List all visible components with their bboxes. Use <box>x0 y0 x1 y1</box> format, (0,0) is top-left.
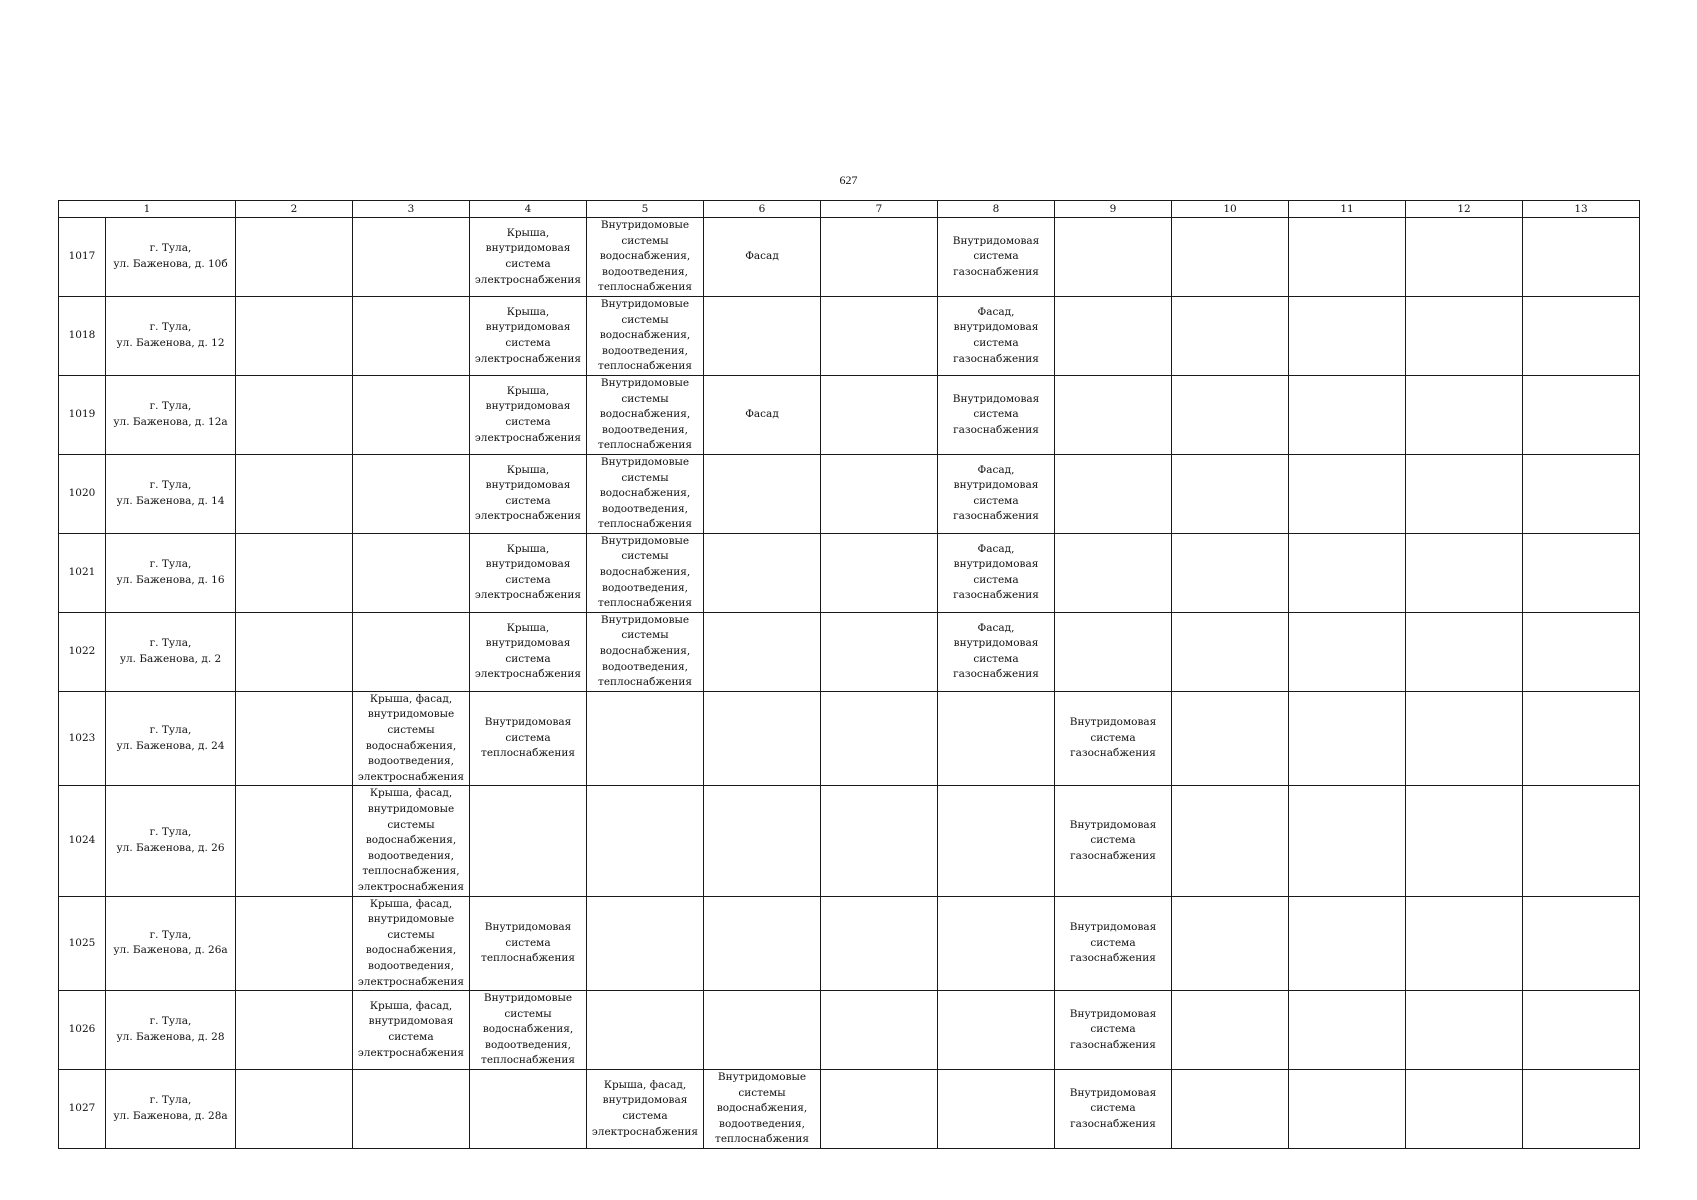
work-cell-12 <box>1406 991 1523 1070</box>
work-cell-4 <box>470 533 587 612</box>
work-cell-7 <box>821 375 938 454</box>
work-text: Крыша, фасад, внутридомовые системы водоснабжения, водоотведения, электроснабжения <box>357 897 465 988</box>
work-text: Крыша, внутридомовая система электроснабжения <box>474 384 582 444</box>
work-cell-2 <box>236 218 353 297</box>
work-cell-6 <box>704 612 821 691</box>
work-cell-10 <box>1172 375 1289 454</box>
table-row <box>59 896 1640 991</box>
work-text: Внутридомовая система теплоснабжения <box>481 920 575 965</box>
address-cell <box>106 786 236 896</box>
column-header: 12 <box>1406 201 1523 218</box>
work-cell-2 <box>236 1070 353 1149</box>
work-cell-6 <box>704 375 821 454</box>
work-cell-8 <box>938 612 1055 691</box>
work-cell-3 <box>353 296 470 375</box>
address-text: г. Тула, ул. Баженова, д. 12а <box>113 400 228 428</box>
work-cell-11 <box>1289 218 1406 297</box>
work-cell-3 <box>353 786 470 896</box>
work-cell-5 <box>587 612 704 691</box>
row-number-cell <box>59 786 106 896</box>
address-cell <box>106 375 236 454</box>
work-cell-4 <box>470 896 587 991</box>
address-cell <box>106 896 236 991</box>
work-cell-10 <box>1172 533 1289 612</box>
work-text: Фасад <box>745 408 779 421</box>
work-cell-5 <box>587 375 704 454</box>
work-cell-4 <box>470 786 587 896</box>
work-cell-13 <box>1523 296 1640 375</box>
address-text: г. Тула, ул. Баженова, д. 16 <box>116 558 225 586</box>
table-row <box>59 786 1640 896</box>
work-text: Внутридомовые системы водоснабжения, водоотведения, теплоснабжения <box>598 297 692 373</box>
row-number-cell <box>59 1070 106 1149</box>
work-cell-12 <box>1406 296 1523 375</box>
work-text: Фасад, внутридомовая система газоснабжения <box>953 463 1039 523</box>
work-cell-6 <box>704 454 821 533</box>
work-cell-2 <box>236 786 353 896</box>
work-cell-12 <box>1406 218 1523 297</box>
header-row <box>59 201 1640 218</box>
work-cell-4 <box>470 375 587 454</box>
work-cell-12 <box>1406 533 1523 612</box>
row-number-cell <box>59 296 106 375</box>
address-cell <box>106 1070 236 1149</box>
row-number-cell <box>59 375 106 454</box>
work-cell-12 <box>1406 612 1523 691</box>
work-text: Крыша, внутридомовая система электроснабжения <box>474 542 582 602</box>
work-cell-13 <box>1523 218 1640 297</box>
row-number-cell <box>59 612 106 691</box>
work-cell-5 <box>587 533 704 612</box>
row-number: 1017 <box>68 250 96 263</box>
work-cell-11 <box>1289 454 1406 533</box>
work-cell-9 <box>1055 1070 1172 1149</box>
work-text: Внутридомовые системы водоснабжения, водоотведения, теплоснабжения <box>598 219 692 294</box>
column-header: 8 <box>938 201 1055 218</box>
work-cell-4 <box>470 454 587 533</box>
column-header: 11 <box>1289 201 1406 218</box>
work-cell-3 <box>353 454 470 533</box>
work-cell-7 <box>821 218 938 297</box>
column-header: 5 <box>587 201 704 218</box>
work-cell-11 <box>1289 786 1406 896</box>
work-cell-3 <box>353 218 470 297</box>
work-text: Крыша, фасад, внутридомовая система электроснабжения <box>591 1078 699 1138</box>
address-cell <box>106 612 236 691</box>
work-text: Фасад, внутридомовая система газоснабжения <box>953 305 1039 365</box>
work-cell-9 <box>1055 786 1172 896</box>
work-text: Внутридомовая система газоснабжения <box>952 392 1040 436</box>
column-header: 1 <box>59 201 236 218</box>
row-number: 1024 <box>68 834 96 847</box>
work-cell-6 <box>704 1070 821 1149</box>
work-cell-9 <box>1055 296 1172 375</box>
work-cell-5 <box>587 691 704 786</box>
work-cell-3 <box>353 533 470 612</box>
table-row <box>59 991 1640 1070</box>
work-cell-7 <box>821 296 938 375</box>
work-cell-6 <box>704 691 821 786</box>
work-cell-12 <box>1406 896 1523 991</box>
column-header: 2 <box>236 201 353 218</box>
work-cell-7 <box>821 533 938 612</box>
row-number-cell <box>59 533 106 612</box>
work-cell-3 <box>353 612 470 691</box>
address-cell <box>106 691 236 786</box>
table-row <box>59 533 1640 612</box>
table-row <box>59 218 1640 297</box>
work-cell-5 <box>587 786 704 896</box>
work-cell-5 <box>587 454 704 533</box>
work-cell-7 <box>821 991 938 1070</box>
work-text: Внутридомовые системы водоснабжения, водоотведения, теплоснабжения <box>598 613 692 689</box>
work-cell-9 <box>1055 691 1172 786</box>
row-number: 1019 <box>68 408 96 421</box>
work-text: Фасад, внутридомовая система газоснабжения <box>953 621 1039 681</box>
work-cell-3 <box>353 691 470 786</box>
work-text: Крыша, внутридомовая система электроснабжения <box>474 226 582 286</box>
work-cell-4 <box>470 691 587 786</box>
table-row <box>59 691 1640 786</box>
work-cell-2 <box>236 454 353 533</box>
work-cell-8 <box>938 375 1055 454</box>
work-cell-10 <box>1172 454 1289 533</box>
work-cell-6 <box>704 218 821 297</box>
work-cell-10 <box>1172 218 1289 297</box>
work-cell-13 <box>1523 375 1640 454</box>
work-cell-10 <box>1172 1070 1289 1149</box>
work-text: Внутридомовая система газоснабжения <box>1069 818 1157 862</box>
work-text: Внутридомовая система газоснабжения <box>1069 1007 1157 1051</box>
work-cell-2 <box>236 991 353 1070</box>
work-cell-12 <box>1406 454 1523 533</box>
address-text: г. Тула, ул. Баженова, д. 26а <box>113 928 228 957</box>
row-number-cell <box>59 218 106 297</box>
work-cell-13 <box>1523 786 1640 896</box>
work-cell-7 <box>821 896 938 991</box>
work-text: Внутридомовые системы водоснабжения, водоотведения, теплоснабжения <box>598 376 692 452</box>
work-cell-8 <box>938 533 1055 612</box>
column-header: 9 <box>1055 201 1172 218</box>
row-number: 1026 <box>68 1023 96 1036</box>
row-number-cell <box>59 896 106 991</box>
column-header: 13 <box>1523 201 1640 218</box>
work-cell-5 <box>587 896 704 991</box>
work-cell-11 <box>1289 375 1406 454</box>
address-text: г. Тула, ул. Баженова, д. 28 <box>116 1015 225 1044</box>
work-text: Крыша, внутридомовая система электроснабжения <box>474 305 582 365</box>
work-cell-8 <box>938 218 1055 297</box>
work-cell-6 <box>704 533 821 612</box>
work-cell-4 <box>470 296 587 375</box>
row-number-cell <box>59 691 106 786</box>
address-cell <box>106 296 236 375</box>
work-cell-12 <box>1406 691 1523 786</box>
work-cell-3 <box>353 375 470 454</box>
work-cell-10 <box>1172 691 1289 786</box>
row-number: 1022 <box>68 645 96 658</box>
row-number: 1021 <box>68 566 96 579</box>
table-row <box>59 296 1640 375</box>
work-cell-11 <box>1289 1070 1406 1149</box>
work-cell-9 <box>1055 454 1172 533</box>
column-header: 10 <box>1172 201 1289 218</box>
schedule-table <box>58 200 1640 1149</box>
work-cell-3 <box>353 991 470 1070</box>
work-cell-9 <box>1055 375 1172 454</box>
work-text: Внутридомовые системы водоснабжения, водоотведения, теплоснабжения <box>481 992 575 1067</box>
column-header: 6 <box>704 201 821 218</box>
row-number-cell <box>59 454 106 533</box>
work-cell-11 <box>1289 896 1406 991</box>
work-cell-13 <box>1523 991 1640 1070</box>
work-cell-8 <box>938 1070 1055 1149</box>
work-cell-4 <box>470 1070 587 1149</box>
row-number-cell <box>59 991 106 1070</box>
address-text: г. Тула, ул. Баженова, д. 28а <box>113 1094 228 1123</box>
work-text: Фасад <box>745 250 779 263</box>
work-text: Внутридомовые системы водоснабжения, водоотведения, теплоснабжения <box>598 455 692 531</box>
work-text: Крыша, фасад, внутридомовая система электроснабжения <box>357 999 465 1059</box>
work-cell-6 <box>704 296 821 375</box>
work-cell-4 <box>470 218 587 297</box>
work-cell-8 <box>938 991 1055 1070</box>
work-text: Внутридомовая система газоснабжения <box>1069 1086 1157 1130</box>
row-number: 1018 <box>68 329 96 342</box>
work-cell-10 <box>1172 991 1289 1070</box>
work-cell-9 <box>1055 896 1172 991</box>
table-row <box>59 612 1640 691</box>
work-cell-10 <box>1172 612 1289 691</box>
work-cell-11 <box>1289 991 1406 1070</box>
address-cell <box>106 533 236 612</box>
address-cell <box>106 454 236 533</box>
work-text: Внутридомовая система теплоснабжения <box>481 716 575 760</box>
work-cell-8 <box>938 691 1055 786</box>
work-cell-10 <box>1172 896 1289 991</box>
work-cell-2 <box>236 896 353 991</box>
work-cell-9 <box>1055 533 1172 612</box>
work-text: Внутридомовая система газоснабжения <box>1069 920 1157 965</box>
work-text: Крыша, фасад, внутридомовые системы водоснабжения, водоотведения, электроснабжения <box>357 692 465 783</box>
work-cell-10 <box>1172 786 1289 896</box>
work-cell-11 <box>1289 612 1406 691</box>
work-cell-13 <box>1523 1070 1640 1149</box>
work-cell-8 <box>938 896 1055 991</box>
work-cell-2 <box>236 533 353 612</box>
column-header: 3 <box>353 201 470 218</box>
row-number: 1027 <box>68 1102 96 1115</box>
address-cell <box>106 991 236 1070</box>
table-row <box>59 454 1640 533</box>
work-cell-13 <box>1523 691 1640 786</box>
work-text: Внутридомовая система газоснабжения <box>1069 716 1157 760</box>
work-cell-11 <box>1289 296 1406 375</box>
table-row <box>59 1070 1640 1149</box>
work-text: Фасад, внутридомовая система газоснабжения <box>953 542 1039 602</box>
work-cell-5 <box>587 1070 704 1149</box>
work-cell-2 <box>236 612 353 691</box>
address-text: г. Тула, ул. Баженова, д. 2 <box>119 637 222 665</box>
work-cell-2 <box>236 296 353 375</box>
work-cell-8 <box>938 786 1055 896</box>
work-cell-11 <box>1289 691 1406 786</box>
address-text: г. Тула, ул. Баженова, д. 24 <box>116 724 225 752</box>
work-cell-2 <box>236 691 353 786</box>
column-header: 7 <box>821 201 938 218</box>
work-cell-7 <box>821 691 938 786</box>
work-cell-4 <box>470 612 587 691</box>
row-number: 1025 <box>68 936 96 949</box>
work-cell-9 <box>1055 991 1172 1070</box>
work-cell-6 <box>704 786 821 896</box>
work-cell-6 <box>704 896 821 991</box>
work-cell-5 <box>587 218 704 297</box>
work-cell-13 <box>1523 896 1640 991</box>
work-cell-3 <box>353 896 470 991</box>
work-cell-13 <box>1523 454 1640 533</box>
work-cell-13 <box>1523 612 1640 691</box>
work-cell-6 <box>704 991 821 1070</box>
address-text: г. Тула, ул. Баженова, д. 26 <box>116 826 225 854</box>
work-cell-3 <box>353 1070 470 1149</box>
work-cell-10 <box>1172 296 1289 375</box>
work-text: Крыша, фасад, внутридомовые системы водоснабжения, водоотведения, теплоснабжения, электроснабжения <box>357 787 465 893</box>
work-cell-5 <box>587 296 704 375</box>
work-cell-7 <box>821 786 938 896</box>
work-cell-4 <box>470 991 587 1070</box>
address-text: г. Тула, ул. Баженова, д. 14 <box>116 479 225 507</box>
work-cell-7 <box>821 1070 938 1149</box>
work-text: Внутридомовые системы водоснабжения, водоотведения, теплоснабжения <box>598 534 692 610</box>
work-text: Внутридомовые системы водоснабжения, водоотведения, теплоснабжения <box>715 1071 809 1146</box>
address-text: г. Тула, ул. Баженова, д. 12 <box>116 321 225 349</box>
work-text: Внутридомовая система газоснабжения <box>952 234 1040 278</box>
table-row <box>59 375 1640 454</box>
work-text: Крыша, внутридомовая система электроснабжения <box>474 463 582 523</box>
work-cell-7 <box>821 612 938 691</box>
page-number: 627 <box>839 173 858 187</box>
address-cell <box>106 218 236 297</box>
work-cell-12 <box>1406 1070 1523 1149</box>
work-text: Крыша, внутридомовая система электроснабжения <box>474 621 582 681</box>
row-number: 1023 <box>68 731 96 744</box>
work-cell-11 <box>1289 533 1406 612</box>
address-text: г. Тула, ул. Баженова, д. 10б <box>113 242 228 270</box>
work-cell-13 <box>1523 533 1640 612</box>
work-cell-9 <box>1055 612 1172 691</box>
work-cell-5 <box>587 991 704 1070</box>
work-cell-8 <box>938 454 1055 533</box>
row-number: 1020 <box>68 487 96 500</box>
work-cell-7 <box>821 454 938 533</box>
work-cell-12 <box>1406 375 1523 454</box>
work-cell-9 <box>1055 218 1172 297</box>
work-cell-8 <box>938 296 1055 375</box>
work-cell-2 <box>236 375 353 454</box>
column-header: 4 <box>470 201 587 218</box>
work-cell-12 <box>1406 786 1523 896</box>
